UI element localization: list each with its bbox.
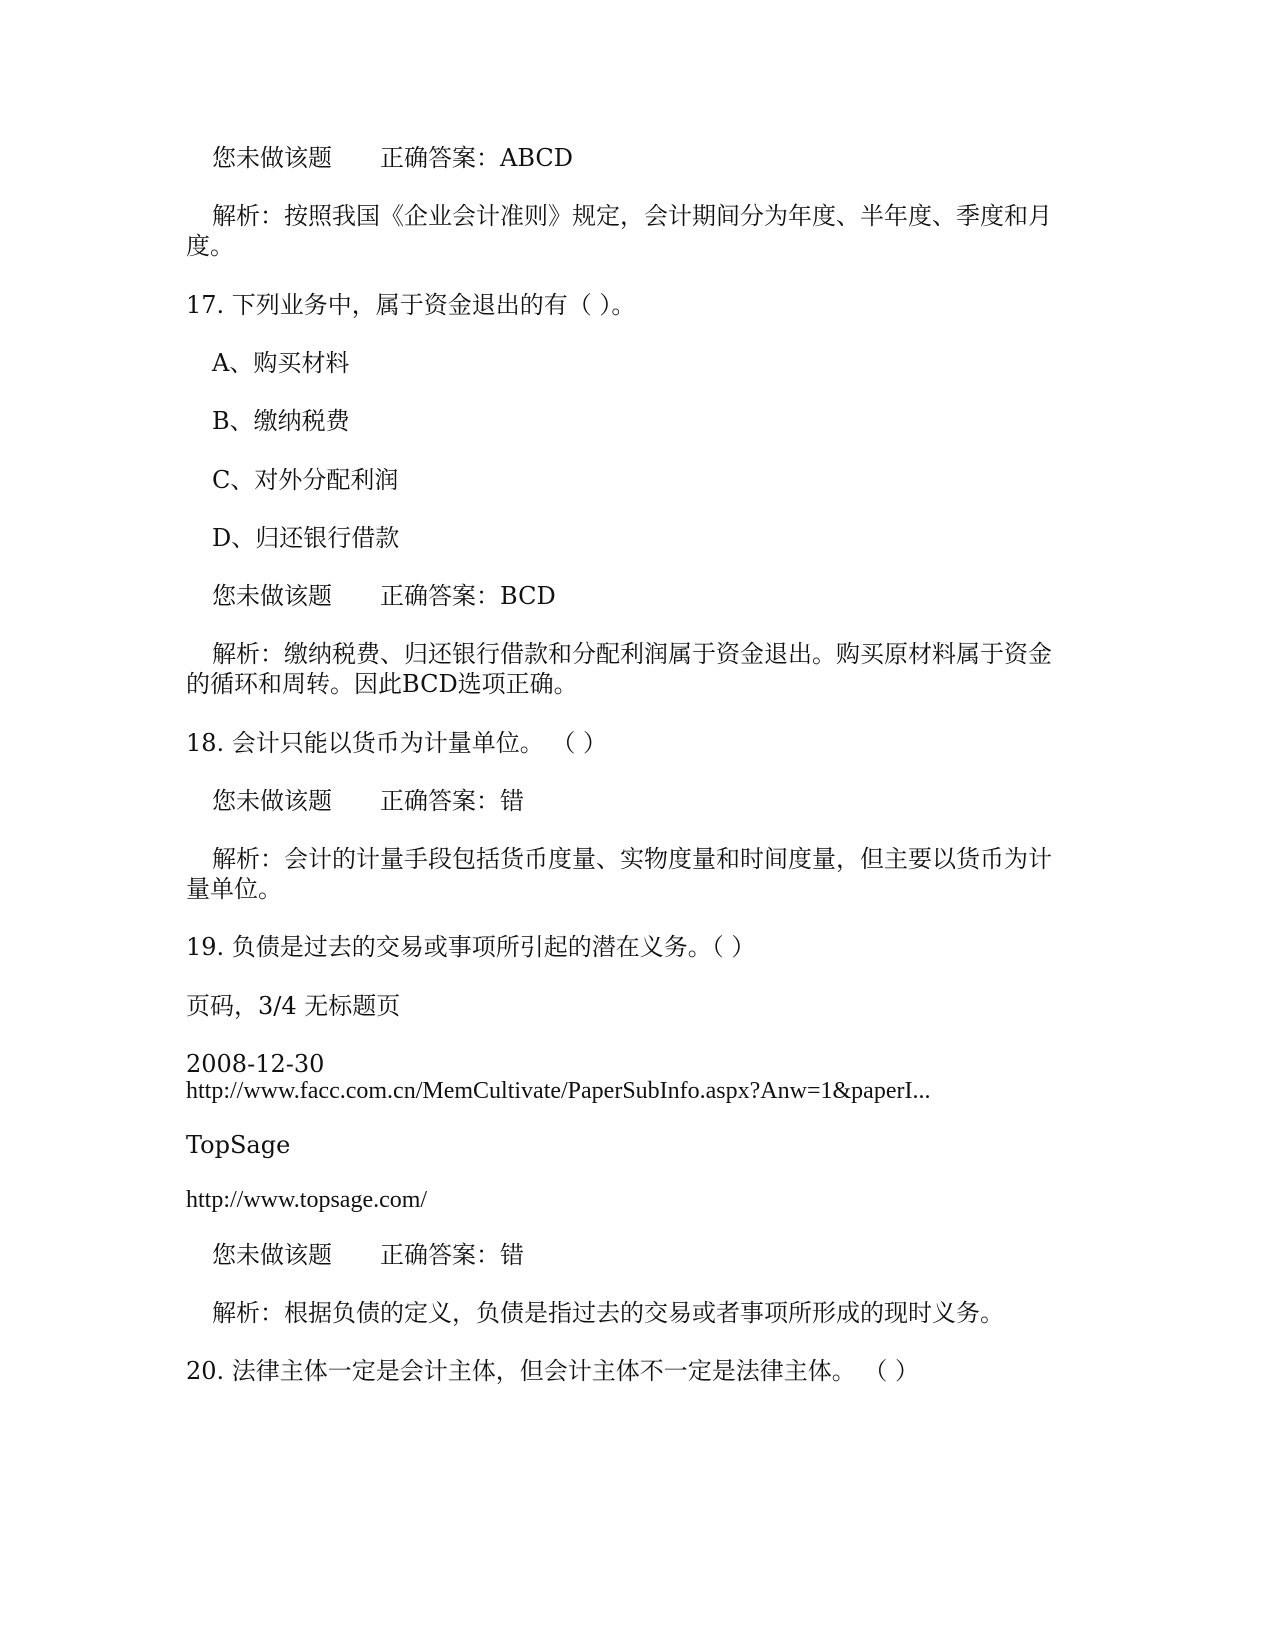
- q17-analysis: 解析：缴纳税费、归还银行借款和分配利润属于资金退出。购买原材料属于资金: [212, 640, 1052, 668]
- q18-answer: 正确答案：错: [380, 787, 524, 815]
- q19-question: 19. 负债是过去的交易或事项所引起的潜在义务。（ ）: [186, 933, 756, 961]
- source-url[interactable]: http://www.facc.com.cn/MemCultivate/PaperSubInfo.aspx?Anw=1&paperI...: [186, 1078, 931, 1104]
- q17-option-b: B、缴纳税费: [212, 407, 350, 435]
- page-number-label: 页码，3/4 无标题页: [186, 992, 401, 1020]
- q18-question: 18. 会计只能以货币为计量单位。 （ ）: [186, 729, 608, 757]
- q19-analysis: 解析：根据负债的定义，负债是指过去的交易或者事项所形成的现时义务。: [212, 1299, 1004, 1327]
- brand-url[interactable]: http://www.topsage.com/: [186, 1187, 428, 1213]
- q17-question: 17. 下列业务中，属于资金退出的有（ ）。: [186, 291, 636, 319]
- q20-question: 20. 法律主体一定是会计主体，但会计主体不一定是法律主体。 （ ）: [186, 1357, 920, 1385]
- q17-status-row: [212, 581, 1112, 611]
- q17-option-d: D、归还银行借款: [212, 524, 400, 552]
- q16-status-row: [212, 143, 1112, 173]
- brand-name: TopSage: [186, 1131, 291, 1159]
- q19-status: 您未做该题: [212, 1241, 332, 1269]
- q17-option-a: A、购买材料: [212, 349, 350, 377]
- q18-analysis-cont: 量单位。: [186, 875, 282, 903]
- q16-analysis: 解析：按照我国《企业会计准则》规定，会计期间分为年度、半年度、季度和月: [212, 202, 1052, 230]
- q16-analysis-cont: 度。: [186, 232, 234, 260]
- q17-analysis-cont: 的循环和周转。因此BCD选项正确。: [186, 670, 578, 698]
- q18-status: 您未做该题: [212, 787, 332, 815]
- q16-status: 您未做该题: [212, 144, 332, 172]
- q16-answer: 正确答案：ABCD: [380, 144, 574, 172]
- q17-status: 您未做该题: [212, 582, 332, 610]
- q18-status-row: [212, 786, 1112, 816]
- print-date: 2008-12-30: [186, 1050, 325, 1078]
- q18-analysis: 解析：会计的计量手段包括货币度量、实物度量和时间度量，但主要以货币为计: [212, 845, 1052, 873]
- q17-option-c: C、对外分配利润: [212, 466, 399, 494]
- q17-answer: 正确答案：BCD: [380, 582, 556, 610]
- q19-answer: 正确答案：错: [380, 1241, 524, 1269]
- q19-status-row: [212, 1240, 1112, 1270]
